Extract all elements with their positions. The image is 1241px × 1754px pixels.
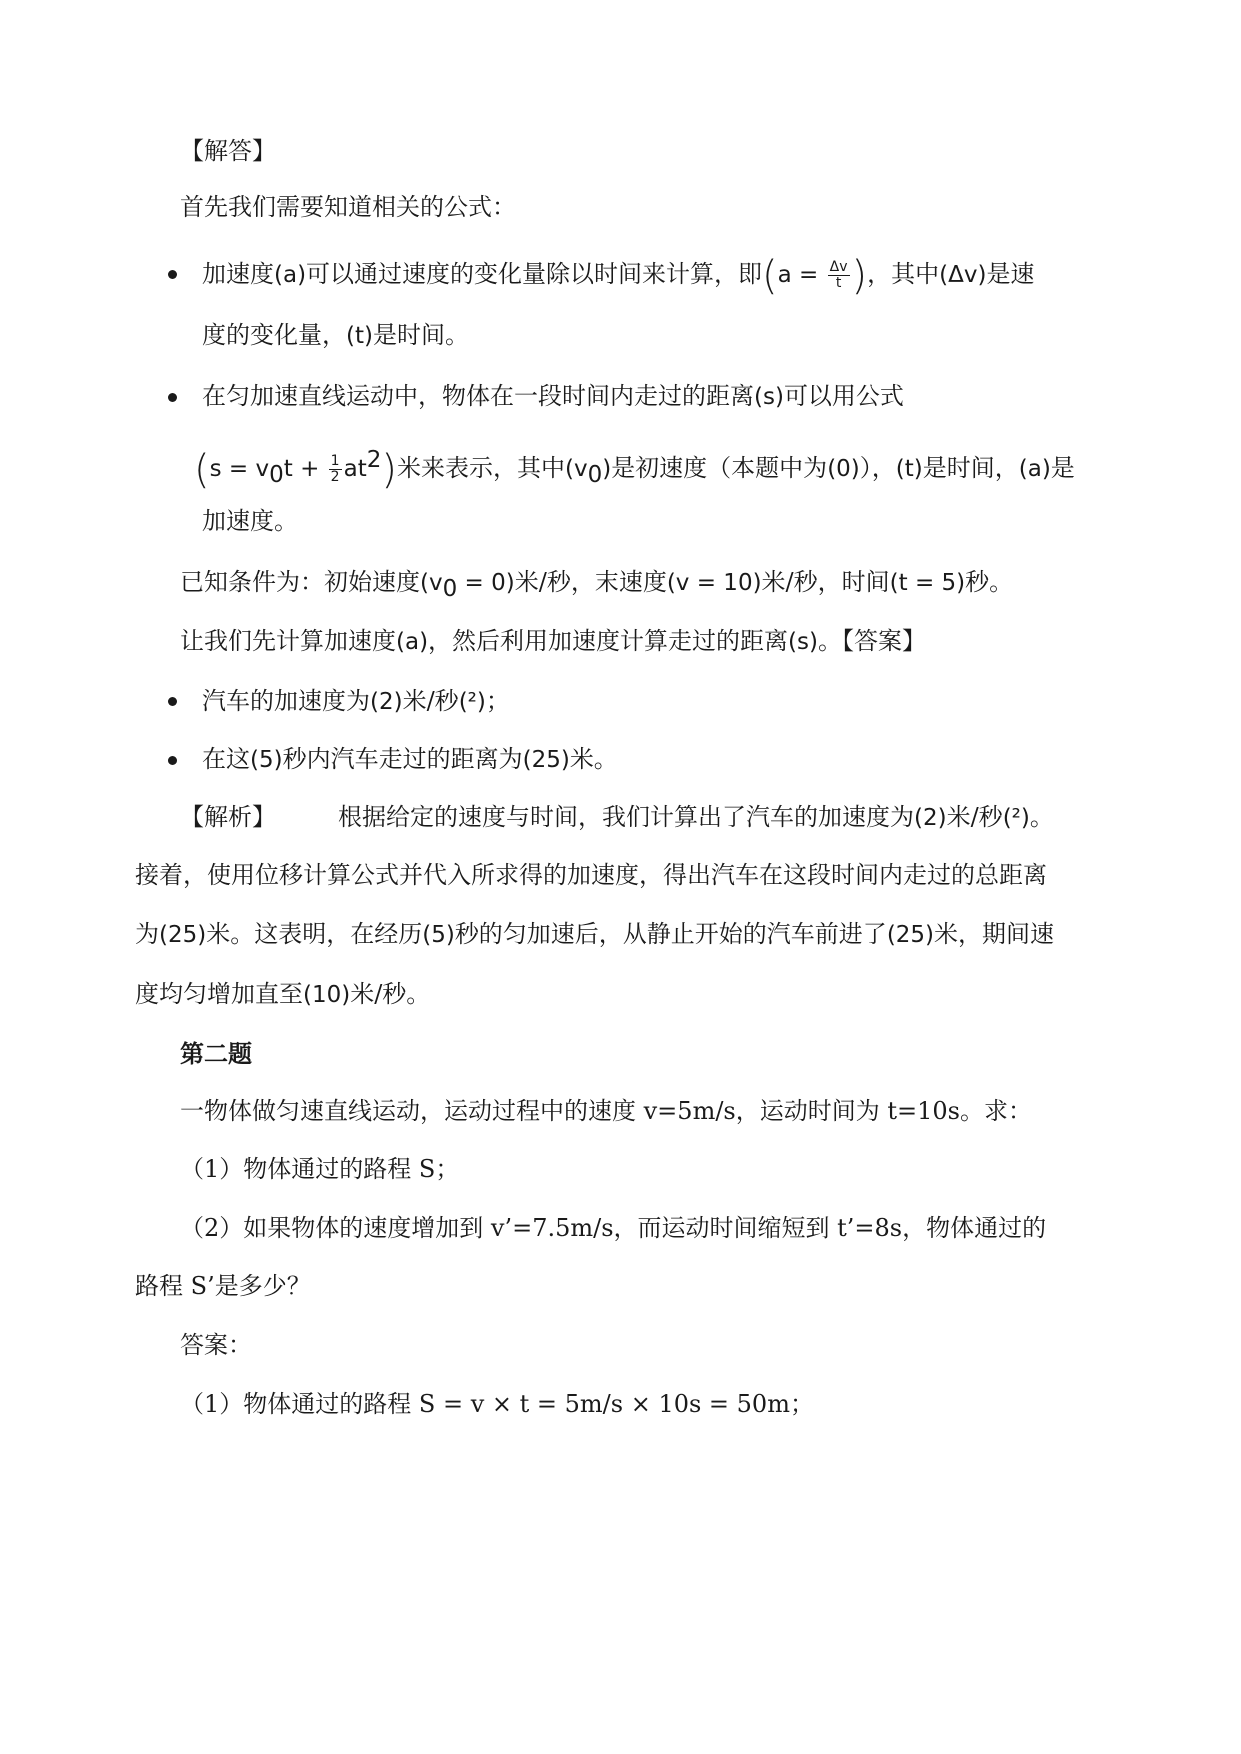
text-span: 米/秒，时间 bbox=[761, 568, 890, 596]
paren-open: ( bbox=[194, 447, 210, 493]
math-v0-value: = 0) bbox=[457, 570, 515, 596]
text-span: 米。这表明，在经历 bbox=[206, 920, 423, 948]
text-span: 是初速度（本题中为 bbox=[611, 454, 828, 482]
frac-numerator: Δv bbox=[829, 259, 848, 275]
question2-answer1: （1）物体通过的路程 S = v × t = 5m/s × 10s = 50m； bbox=[180, 1390, 814, 1418]
frac-denominator: t bbox=[835, 275, 842, 291]
text-span: 米/秒 bbox=[946, 803, 1003, 831]
question2-title: 第二题 bbox=[180, 1039, 252, 1068]
text-span: 汽车的加速度为 bbox=[202, 687, 370, 715]
text-span: ）， bbox=[859, 454, 896, 482]
math-zero: (0) bbox=[827, 456, 860, 482]
analysis-line3 bbox=[135, 917, 1054, 952]
known-conditions bbox=[180, 565, 1013, 606]
math-subscript: 0 bbox=[442, 575, 458, 602]
bullet2-line1 bbox=[202, 379, 904, 414]
bullet-dot bbox=[168, 697, 177, 706]
formula-part: at bbox=[343, 456, 367, 482]
text-span: 米/秒。 bbox=[350, 980, 431, 1008]
text-span: 可以通过速度的变化量除以时间来计算，即 bbox=[306, 260, 763, 288]
math-value: (2) bbox=[370, 689, 403, 715]
text-span: 秒内汽车走过的距离为 bbox=[282, 745, 523, 773]
text-span: 在匀加速直线运动中，物体在一段时间内走过的距离 bbox=[202, 382, 754, 410]
text-span: 米，期间速 bbox=[934, 920, 1055, 948]
math-s: (s) bbox=[754, 384, 784, 410]
math-value: (10) bbox=[303, 982, 351, 1008]
bullet-dot bbox=[168, 393, 177, 402]
math-a: (a) bbox=[274, 262, 307, 288]
question2-part2-line1: （2）如果物体的速度增加到 v’=7.5m/s，而运动时间缩短到 t’=8s，物体通过的 bbox=[180, 1214, 1047, 1242]
frac-denominator: 2 bbox=[330, 469, 340, 485]
text-span: 米。 bbox=[569, 745, 618, 773]
text-span: 在这 bbox=[202, 745, 250, 773]
text-span: 已知条件为：初始速度 bbox=[180, 568, 420, 596]
math-subscript: 0 bbox=[587, 461, 603, 488]
math-value: (2) bbox=[914, 805, 947, 831]
text-span: 让我们先计算加速度 bbox=[180, 627, 396, 655]
math-s-value: (25) bbox=[522, 747, 570, 773]
text-span: ，其中 bbox=[867, 260, 940, 288]
text-span: 是时间。 bbox=[372, 321, 469, 349]
analysis-label: 【解析】 bbox=[180, 803, 276, 831]
text-span: 米/秒 bbox=[402, 687, 459, 715]
text-span: ； bbox=[485, 687, 510, 715]
text-span: 可以用公式 bbox=[783, 382, 904, 410]
bullet2-line3: 加速度。 bbox=[202, 507, 298, 535]
math-v: (v = 10) bbox=[666, 570, 762, 596]
question2-answer-label: 答案： bbox=[180, 1331, 252, 1359]
math-value: (5) bbox=[422, 922, 455, 948]
math-t: (t) bbox=[895, 456, 923, 482]
result-distance bbox=[202, 742, 618, 777]
formula-lhs: a = bbox=[777, 262, 826, 288]
math-v0: (v bbox=[420, 570, 443, 596]
fraction-dv-over-t bbox=[828, 260, 850, 291]
text-span: 秒。 bbox=[965, 568, 1014, 596]
math-s: (s) bbox=[788, 629, 818, 655]
text-span: 度的变化量， bbox=[202, 321, 346, 349]
text-span: 米来表示，其中 bbox=[396, 454, 565, 482]
result-acceleration bbox=[202, 684, 510, 719]
formula-superscript: 2 bbox=[366, 447, 382, 473]
math-square: (²) bbox=[1002, 805, 1030, 831]
math-v0: (v bbox=[564, 456, 588, 482]
math-t: (t) bbox=[346, 323, 373, 349]
analysis-line2: 接着，使用位移计算公式并代入所求得的加速度，得出汽车在这段时间内走过的总距离 bbox=[135, 861, 1047, 889]
plan-line bbox=[180, 624, 926, 659]
text-span: 根据给定的速度与时间，我们计算出了汽车的加速度为 bbox=[338, 803, 914, 831]
text-span: 是 bbox=[1050, 454, 1075, 482]
math-t-value: (5) bbox=[250, 747, 283, 773]
formula-subscript: 0 bbox=[269, 461, 284, 488]
text-span: 度均匀增加直至 bbox=[135, 980, 303, 1008]
math-v0-close: ) bbox=[602, 456, 612, 482]
analysis-line4 bbox=[135, 977, 430, 1012]
bullet2-line2 bbox=[194, 443, 1075, 492]
formula-part: t + bbox=[283, 456, 327, 482]
text-span: 。【答案】 bbox=[817, 627, 926, 655]
math-square: (²) bbox=[458, 689, 486, 715]
frac-numerator: 1 bbox=[330, 453, 340, 469]
question2-stem: 一物体做匀速直线运动，运动过程中的速度 v=5m/s，运动时间为 t=10s。求： bbox=[180, 1097, 1032, 1125]
math-value: (25) bbox=[886, 922, 935, 948]
paren-close: ) bbox=[381, 447, 397, 493]
bullet-dot bbox=[168, 756, 177, 765]
text-span: 加速度 bbox=[202, 260, 274, 288]
formula-part: s = v bbox=[209, 456, 270, 482]
bullet1-line2 bbox=[202, 318, 469, 353]
paren-open: ( bbox=[762, 253, 778, 299]
fraction-one-half bbox=[329, 454, 342, 485]
bullet1-line1 bbox=[202, 253, 1035, 299]
analysis-line1 bbox=[180, 800, 1054, 835]
math-value: (25) bbox=[159, 922, 207, 948]
intro-text: 首先我们需要知道相关的公式： bbox=[180, 193, 516, 221]
question2-part1: （1）物体通过的路程 S； bbox=[180, 1155, 460, 1183]
text-span: 。 bbox=[1029, 803, 1054, 831]
math-a: (a) bbox=[396, 629, 429, 655]
answer-heading: 【解答】 bbox=[180, 137, 276, 165]
paren-close: ) bbox=[851, 253, 868, 299]
math-dv: (Δv) bbox=[939, 262, 987, 288]
text-span: 为 bbox=[135, 920, 159, 948]
text-span: 秒的匀加速后，从静止开始的汽车前进了 bbox=[454, 920, 887, 948]
math-t: (t = 5) bbox=[889, 570, 966, 596]
text-span: 米/秒，末速度 bbox=[514, 568, 667, 596]
text-span: ，然后利用加速度计算走过的距离 bbox=[428, 627, 789, 655]
question2-part2-line2: 路程 S’是多少？ bbox=[135, 1272, 311, 1300]
text-span: 是时间， bbox=[922, 454, 1019, 482]
bullet-dot bbox=[168, 270, 177, 279]
text-span: 是速 bbox=[986, 260, 1035, 288]
math-a: (a) bbox=[1018, 456, 1051, 482]
